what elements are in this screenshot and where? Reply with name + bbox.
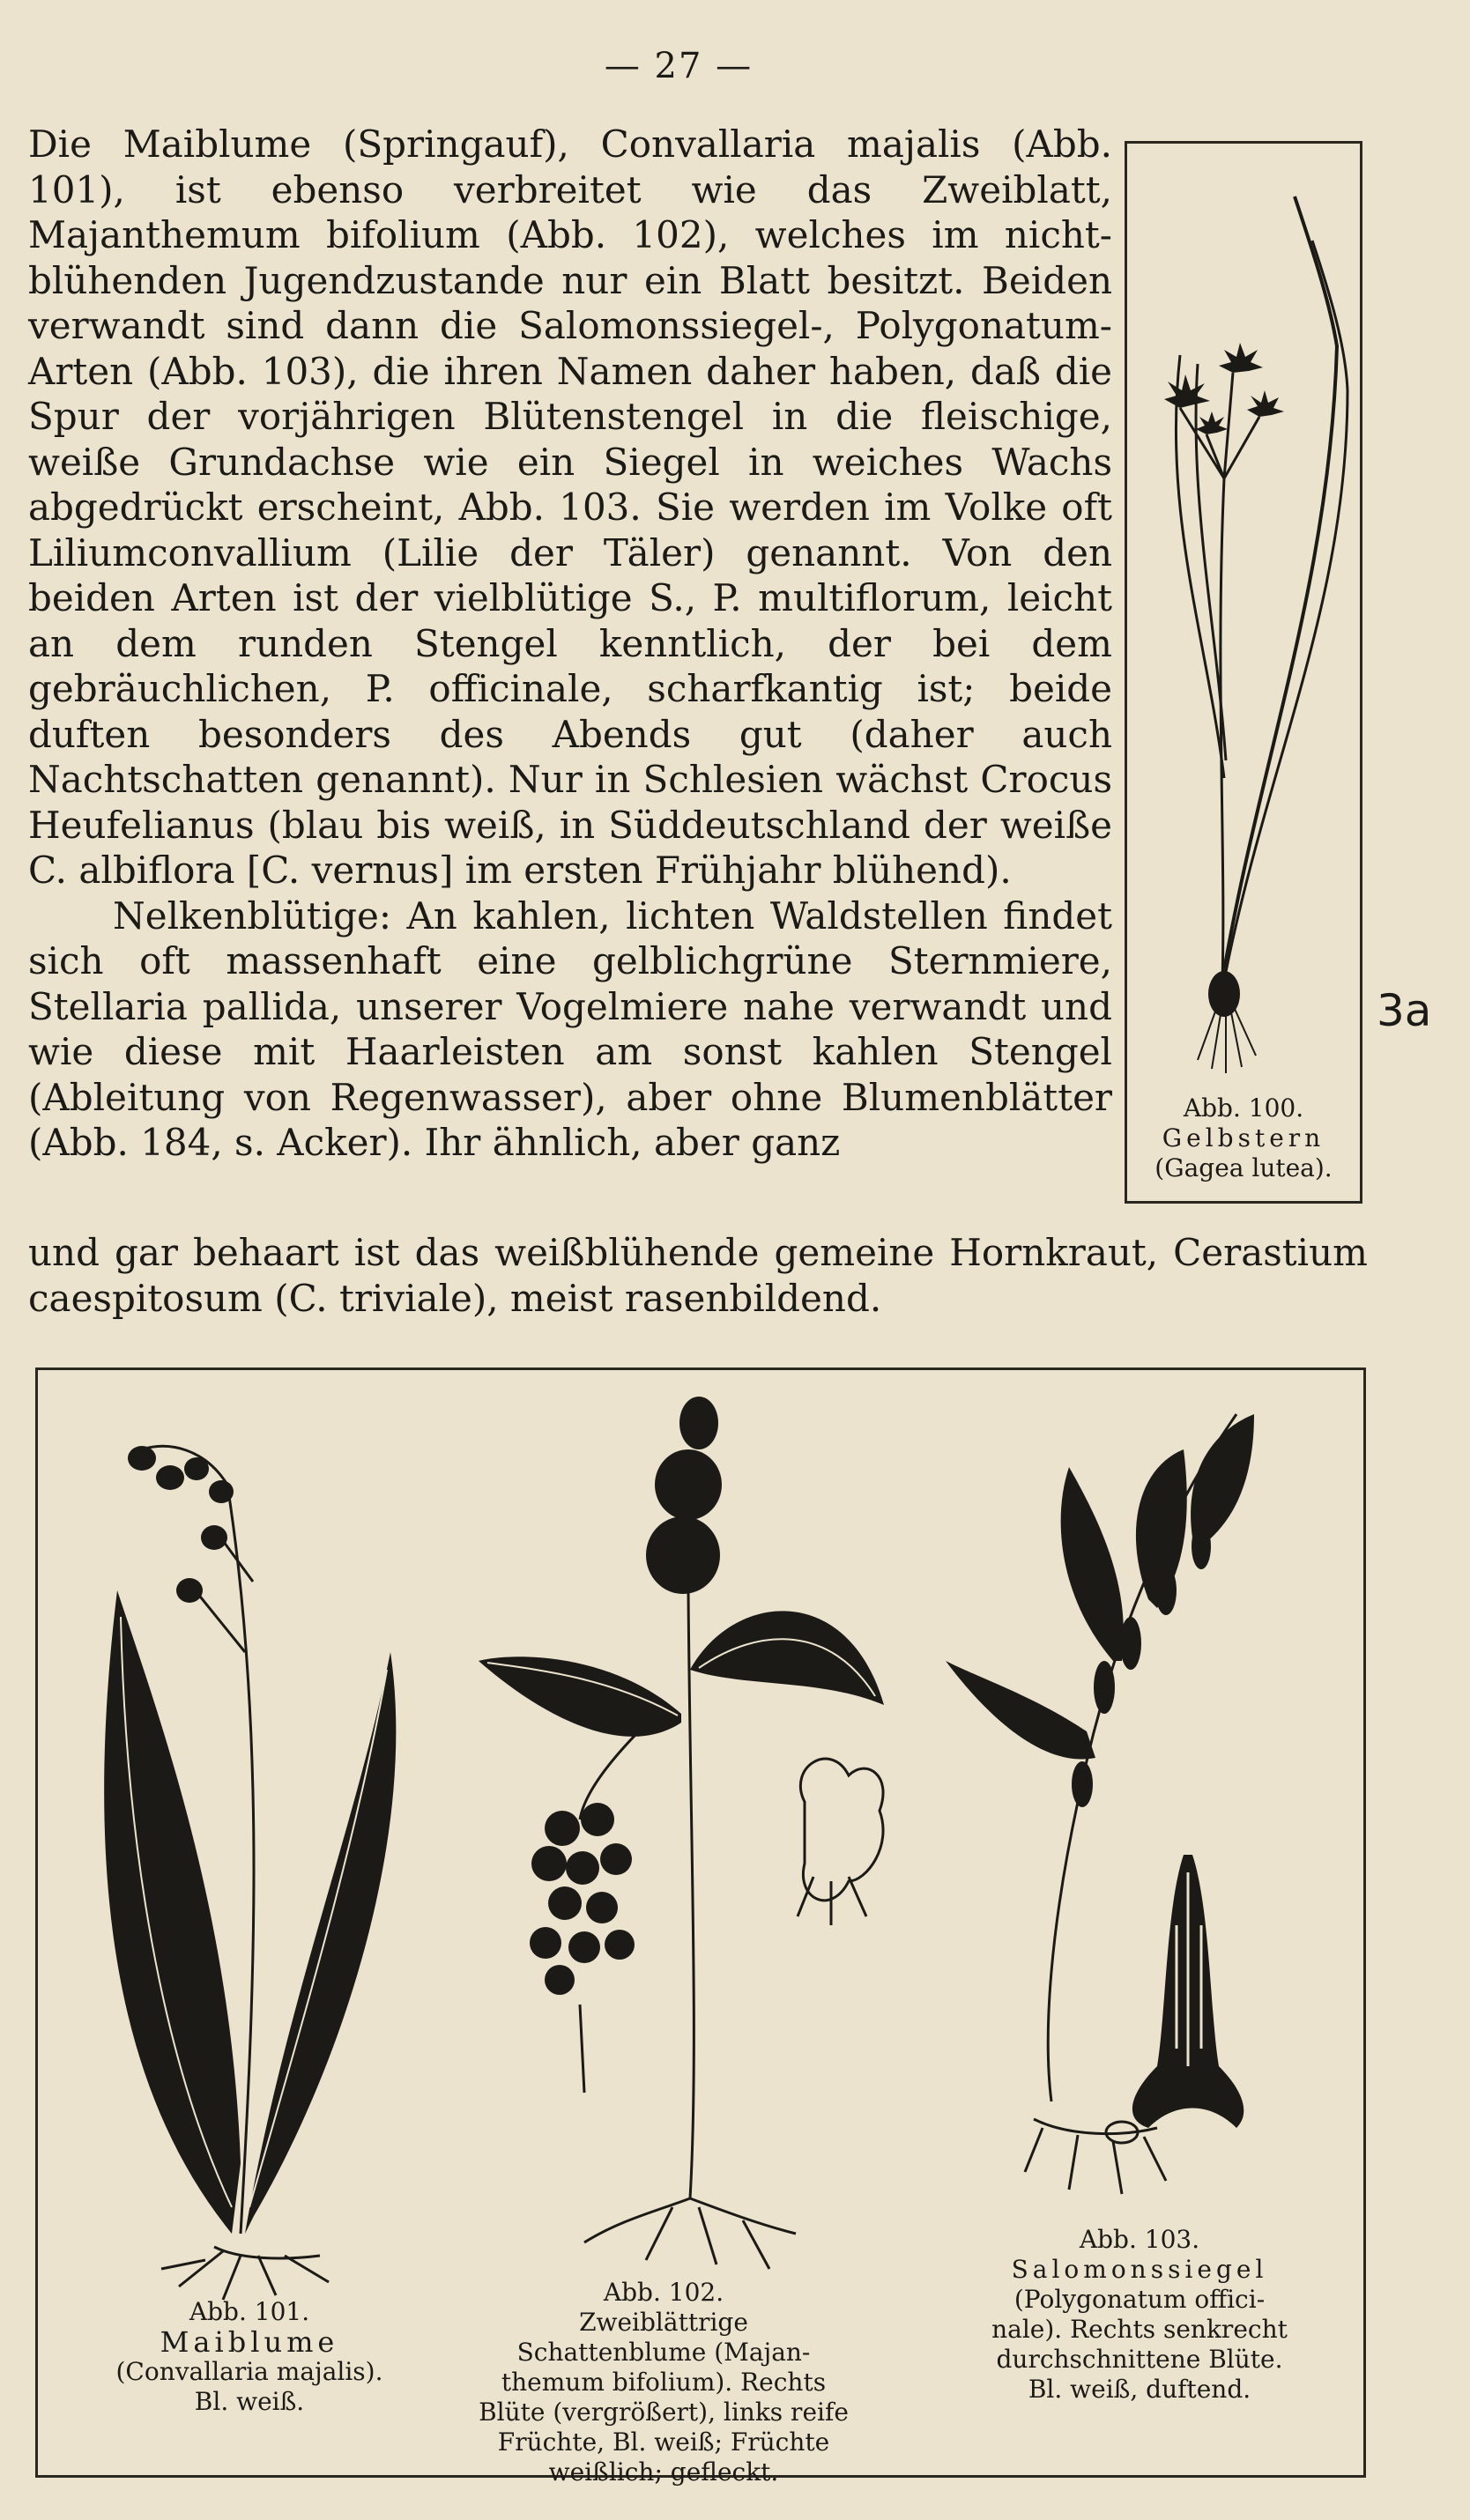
figure-103-line-5: Bl. weiß, duftend.: [1028, 2375, 1251, 2404]
majanthemum-illustration: [479, 1388, 919, 2287]
figure-103-line-3: nale). Rechts senkrecht: [991, 2315, 1288, 2344]
figure-102-line-2: Schattenblume (Majan-: [516, 2338, 811, 2367]
figure-102-line-5: Früchte, Bl. weiß; Früchte: [497, 2427, 830, 2457]
figure-102-number: Abb. 102.: [603, 2278, 724, 2307]
figure-100-caption: [1127, 1093, 1360, 1183]
page-number: — 27 —: [604, 46, 754, 86]
sheet-marker: 3a: [1377, 985, 1432, 1036]
figure-102-line-1: Zweiblättrige: [579, 2308, 748, 2337]
figure-103-line-2: (Polygonatum offici-: [1013, 2285, 1266, 2314]
figure-101-caption: [64, 2297, 434, 2417]
figure-103-line-4: durchschnittene Blüte.: [996, 2345, 1283, 2374]
figure-102-caption: [417, 2278, 910, 2487]
figure-100-name: Gelbstern: [1162, 1123, 1325, 1153]
gagea-illustration: [1127, 144, 1360, 1201]
figure-103-caption: [919, 2225, 1360, 2405]
figure-101-name: Maiblume: [160, 2325, 339, 2359]
figure-102-line-3: themum bifolium). Rechts: [501, 2368, 827, 2397]
figure-101-latin: (Convallaria majalis).: [115, 2357, 383, 2386]
figure-103-line-1: Salomonssiegel: [1011, 2255, 1268, 2284]
figure-101-note: Bl. weiß.: [194, 2387, 305, 2416]
paragraph-1: Die Maiblume (Springauf), Convallaria majalis (Abb. 101), ist ebenso verbreitet wie das Zweiblatt, Majanthemum bifolium (Abb. 102), welches im nicht-blühenden Jugendzustande nur ein Blatt besitzt. Beiden verwandt sind dann die Salomonssiegel-, Polygonatum-Arten (Abb. 103), die ihren Namen daher haben, daß die Spur der vorjährigen Blütenstengel in die fleischige, weiße Grundachse wie ein Siegel in weiches Wachs abgedrückt erscheint, Abb. 103. Sie werden im Volke oft Liliumconvallium (Lilie der Täler) genannt. Von den beiden Arten ist der vielblütige S., P. multiflorum, leicht an dem runden Stengel kenntlich, der bei dem gebräuchlichen, P. officinale, scharfkantig ist; beide duften besonders des Abends gut (daher auch Nachtschatten genannt). Nur in Schlesien wächst Crocus Heufelianus (blau bis weiß, in Süddeutschland der weiße C. albiflora [C. vernus] im ersten Frühjahr blühend).: [28, 122, 1112, 892]
figure-103-number: Abb. 103.: [1079, 2225, 1200, 2254]
figure-100-number: Abb. 100.: [1183, 1093, 1304, 1123]
figure-102-line-6: weißlich; gefleckt.: [548, 2457, 779, 2487]
polygonatum-illustration: [946, 1397, 1351, 2242]
main-text: [28, 122, 1112, 1166]
paragraph-2-continuation: und gar behaart ist das weißblühende gemeine Hornkraut, Cerastium caespitosum (C. triviale), meist rasenbildend.: [28, 1231, 1368, 1320]
figure-100-latin: (Gagea lutea).: [1154, 1153, 1333, 1182]
figure-panel-101-103: [35, 1367, 1366, 2487]
figure-102-line-4: Blüte (vergrößert), links reife: [479, 2398, 849, 2427]
paragraph-2: Nelkenblütige: An kahlen, lichten Waldstellen findet sich oft massenhaft eine gelblichgrüne Sternmiere, Stellaria pallida, unserer Vogelmiere nahe verwandt und wie diese mit Haarleisten am sonst kahlen Stengel (Ableitung von Regenwasser), aber ohne Blumenblätter (Abb. 184, s. Acker). Ihr ähnlich, aber ganz: [28, 893, 1112, 1164]
convallaria-illustration: [64, 1388, 434, 2313]
figure-101-number: Abb. 101.: [189, 2297, 310, 2326]
figure-100-box: [1125, 141, 1362, 1204]
